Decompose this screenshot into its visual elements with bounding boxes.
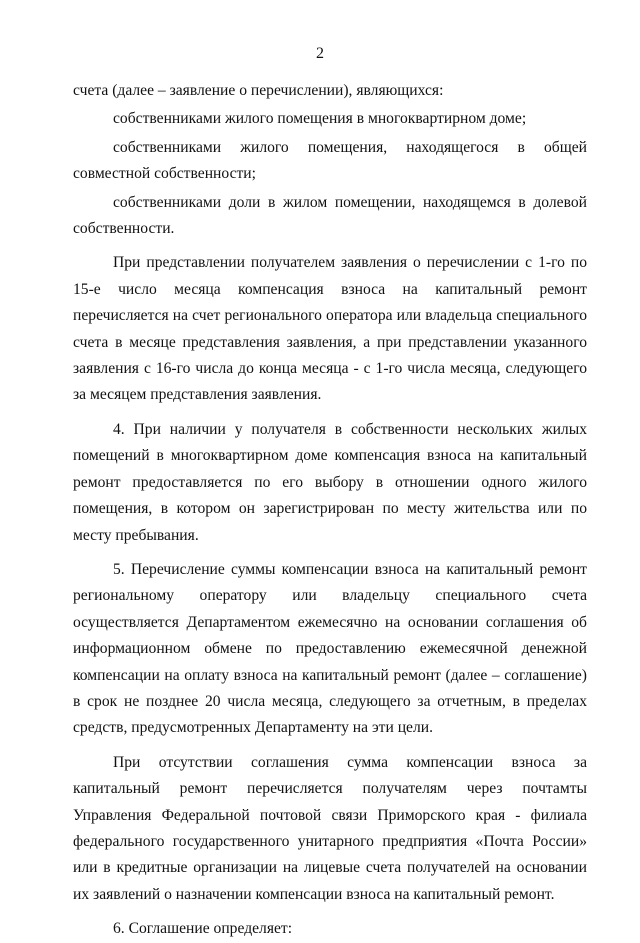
paragraph-owners-apartment: собственниками жилого помещения в многоквартирном доме; [113, 110, 527, 128]
page-number: 2 [316, 45, 324, 62]
paragraph-transfer-timing: При представлении получателем заявления о перечислении с 1-го по 15-е число месяца компенсация взноса на капитальный ремонт перечисляется на счет регионального оператора или владельца специального счета в месяце представления заявления, а при представлении указанного заявления с 16-го числа до конца месяца - с 1-го числа месяца, следующего за месяцем представления заявления. [73, 254, 587, 404]
paragraph-no-agreement: При отсутствии соглашения сумма компенсации взноса за капитальный ремонт перечисляется получателям через почтамты Управления Федеральной почтовой связи Приморского края - филиала федерального государственного унитарного предприятия «Почта России» или в кредитные организации на лицевые счета получателей на основании их заявлений о назначении компенсации взноса на капитальный ремонт. [73, 753, 587, 903]
paragraph-item-5: 5. Перечисление суммы компенсации взноса на капитальный ремонт региональному оператору или владельцу специального счета осуществляется Департаментом ежемесячно на основании соглашения об информационном обмене по предоставлению ежемесячной денежной компенсации на оплату взноса на капитальный ремонт (далее – соглашение) в срок не позднее 20 числа месяца, следующего за отчетным, в пределах средств, предусмотренных Департаменту на эти цели. [73, 560, 587, 737]
paragraph-owners-share: собственниками доли в жилом помещении, находящемся в долевой собственности. [73, 193, 587, 238]
paragraph-item-4: 4. При наличии у получателя в собственности нескольких жилых помещений в многоквартирном доме компенсация взноса на капитальный ремонт предоставляется по его выбору в отношении одного жилого помещения, в котором он зарегистрирован по месту жительства или по месту пребывания. [73, 420, 587, 544]
paragraph-owners-joint: собственниками жилого помещения, находящегося в общей совместной собственности; [73, 138, 587, 183]
paragraph-continuation: счета (далее – заявление о перечислении), являющихся: [73, 82, 444, 99]
paragraph-item-6: 6. Соглашение определяет: [113, 920, 293, 938]
document-body [73, 78, 587, 943]
